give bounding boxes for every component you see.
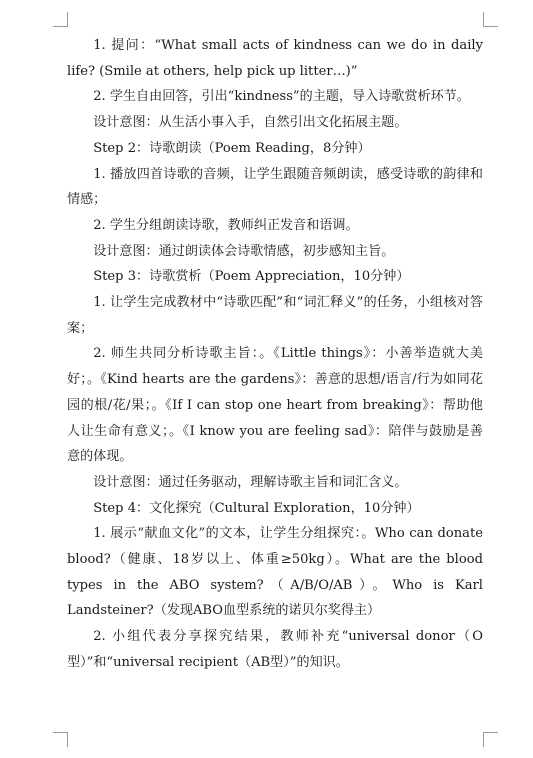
step3-item-1: 1. 让学生完成教材中“诗歌匹配”和“词汇释义”的任务，小组核对答案； — [67, 295, 483, 336]
step4-item-1: 1. 展示“献血文化”的文本，让学生分组探究：。Who can donate blood?（健康、18岁以上、体重≥50kg）。What are the blood types in the ABO system?（A/B/O/AB）。Who is Karl Landsteiner?（发现ABO血型系统的诺贝尔奖得主） — [67, 526, 483, 619]
step1-question-paragraph: 1. 提问：“What small acts of kindness can we do in daily life? (Smile at others, help pick up litter…)” — [67, 38, 483, 79]
document-body — [67, 33, 483, 676]
step1-design-intent: 设计意图：从生活小事入手，自然引出文化拓展主题。 — [93, 115, 408, 131]
step3-design-intent: 设计意图：通过任务驱动，理解诗歌主旨和词汇含义。 — [93, 474, 408, 490]
step2-heading: Step 2：诗歌朗读（Poem Reading，8分钟） — [93, 140, 371, 156]
step2-design-intent: 设计意图：通过朗读体会诗歌情感，初步感知主旨。 — [93, 243, 395, 259]
crop-mark-bottom-right — [483, 732, 498, 747]
step3-item-2: 2. 师生共同分析诗歌主旨：。《Little things》：小善举造就大美好；。《Kind hearts are the gardens》：善意的思想/语言/行为如同花园的根/花/果；。《If I can stop one heart from breaking》：帮助他人让生命有意义；。《I know you are feeling sad》：陪伴与鼓励是善意的体现。 — [67, 346, 483, 465]
crop-mark-top-right — [483, 12, 498, 27]
step2-item-1: 1. 播放四首诗歌的音频，让学生跟随音频朗读，感受诗歌的韵律和情感； — [67, 166, 483, 208]
crop-mark-top-left — [53, 12, 68, 27]
step4-item-2: 2. 小组代表分享探究结果，教师补充“universal donor（O型）”和“universal recipient（AB型）”的知识。 — [67, 629, 483, 670]
step4-heading: Step 4：文化探究（Cultural Exploration，10分钟） — [93, 500, 420, 516]
step1-answer-paragraph: 2. 学生自由回答，引出“kindness”的主题，导入诗歌赏析环节。 — [93, 89, 470, 105]
step2-item-2: 2. 学生分组朗读诗歌，教师纠正发音和语调。 — [93, 217, 359, 233]
step3-heading: Step 3：诗歌赏析（Poem Appreciation，10分钟） — [93, 269, 410, 285]
crop-mark-bottom-left — [53, 732, 68, 747]
